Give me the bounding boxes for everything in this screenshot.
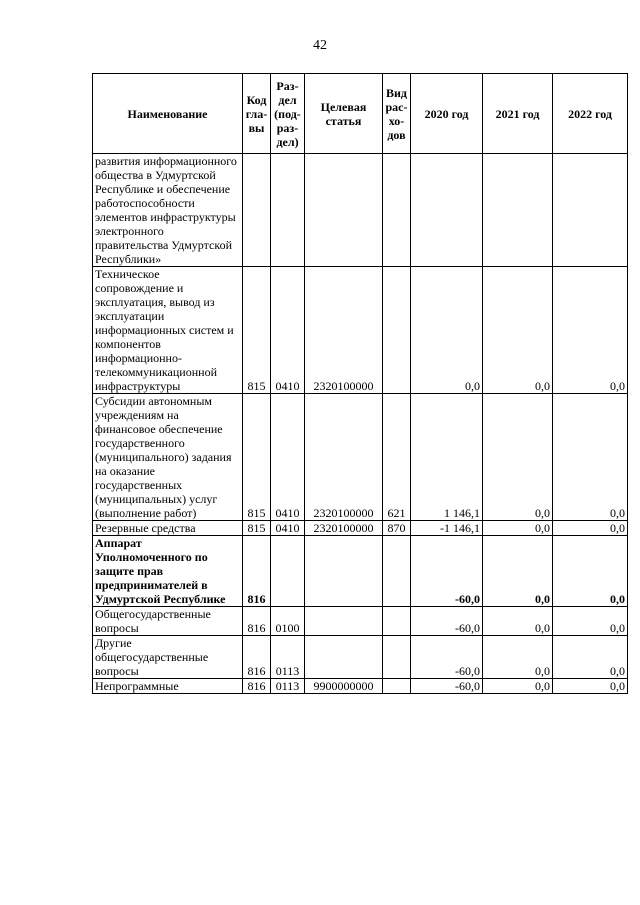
table-row (93, 154, 628, 267)
table-row (93, 636, 628, 679)
row-value-2020: 0,0 (411, 267, 483, 394)
row-chapter-code: 816 (243, 607, 271, 636)
row-value-2022 (553, 154, 628, 267)
row-value-2020 (411, 154, 483, 267)
row-target-item: 9900000000 (305, 679, 383, 694)
row-section (271, 536, 305, 607)
header-chapter-code: Код гла- вы (243, 74, 271, 154)
row-chapter-code: 815 (243, 267, 271, 394)
table-header-row (93, 74, 628, 154)
row-value-2021: 0,0 (483, 267, 553, 394)
row-value-2021 (483, 154, 553, 267)
header-2020: 2020 год (411, 74, 483, 154)
row-chapter-code: 816 (243, 679, 271, 694)
row-name: Непрограммные (93, 679, 243, 694)
row-expense-type (383, 267, 411, 394)
table-row (93, 679, 628, 694)
header-section: Раз- дел (под- раз- дел) (271, 74, 305, 154)
row-value-2020: -60,0 (411, 679, 483, 694)
row-name: Аппарат Уполномоченного по защите прав предпринимателей в Удмуртской Республике (93, 536, 243, 607)
row-section: 0410 (271, 394, 305, 521)
row-value-2021: 0,0 (483, 636, 553, 679)
row-value-2020: -1 146,1 (411, 521, 483, 536)
page-number: 42 (313, 38, 327, 53)
row-name: Резервные средства (93, 521, 243, 536)
row-value-2022: 0,0 (553, 679, 628, 694)
row-expense-type (383, 636, 411, 679)
row-section: 0100 (271, 607, 305, 636)
row-value-2022: 0,0 (553, 394, 628, 521)
row-expense-type: 621 (383, 394, 411, 521)
row-value-2020: 1 146,1 (411, 394, 483, 521)
table-row (93, 536, 628, 607)
row-name: Общегосударственные вопросы (93, 607, 243, 636)
row-name: Техническое сопровождение и эксплуатация, вывод из эксплуатации информационных систем и компонентов информационно-телекоммуникационной инфраструктуры (93, 267, 243, 394)
row-value-2021: 0,0 (483, 521, 553, 536)
row-target-item (305, 607, 383, 636)
row-name: Другие общегосударственные вопросы (93, 636, 243, 679)
row-target-item (305, 636, 383, 679)
header-expense-type: Вид рас- хо- дов (383, 74, 411, 154)
row-value-2022: 0,0 (553, 267, 628, 394)
row-target-item: 2320100000 (305, 394, 383, 521)
row-section: 0113 (271, 636, 305, 679)
row-name: Субсидии автономным учреждениям на финансовое обеспечение государственного (муниципального) задания на оказание государственных (муниципальных) услуг (выполнение работ) (93, 394, 243, 521)
row-expense-type: 870 (383, 521, 411, 536)
row-value-2022: 0,0 (553, 521, 628, 536)
header-2022: 2022 год (553, 74, 628, 154)
row-value-2020: -60,0 (411, 636, 483, 679)
header-2021: 2021 год (483, 74, 553, 154)
header-name: Наименование (93, 74, 243, 154)
row-expense-type (383, 679, 411, 694)
row-target-item: 2320100000 (305, 521, 383, 536)
row-section: 0410 (271, 267, 305, 394)
row-value-2021: 0,0 (483, 536, 553, 607)
row-value-2022: 0,0 (553, 536, 628, 607)
row-chapter-code (243, 154, 271, 267)
row-value-2021: 0,0 (483, 679, 553, 694)
table-row (93, 267, 628, 394)
table-row (93, 607, 628, 636)
row-value-2021: 0,0 (483, 607, 553, 636)
table-row (93, 394, 628, 521)
row-chapter-code: 816 (243, 536, 271, 607)
row-value-2020: -60,0 (411, 607, 483, 636)
row-section (271, 154, 305, 267)
row-chapter-code: 815 (243, 521, 271, 536)
row-target-item: 2320100000 (305, 267, 383, 394)
row-expense-type (383, 154, 411, 267)
row-section: 0113 (271, 679, 305, 694)
row-chapter-code: 816 (243, 636, 271, 679)
budget-table (92, 73, 628, 694)
row-target-item (305, 154, 383, 267)
row-value-2021: 0,0 (483, 394, 553, 521)
row-value-2022: 0,0 (553, 607, 628, 636)
row-target-item (305, 536, 383, 607)
row-value-2022: 0,0 (553, 636, 628, 679)
header-target-item: Целевая статья (305, 74, 383, 154)
row-section: 0410 (271, 521, 305, 536)
row-value-2020: -60,0 (411, 536, 483, 607)
table-row (93, 521, 628, 536)
row-name: развития информационного общества в Удмуртской Республике и обеспечение работоспособности элементов инфраструктуры электронного правительства Удмуртской Республики» (93, 154, 243, 267)
row-chapter-code: 815 (243, 394, 271, 521)
row-expense-type (383, 536, 411, 607)
row-expense-type (383, 607, 411, 636)
